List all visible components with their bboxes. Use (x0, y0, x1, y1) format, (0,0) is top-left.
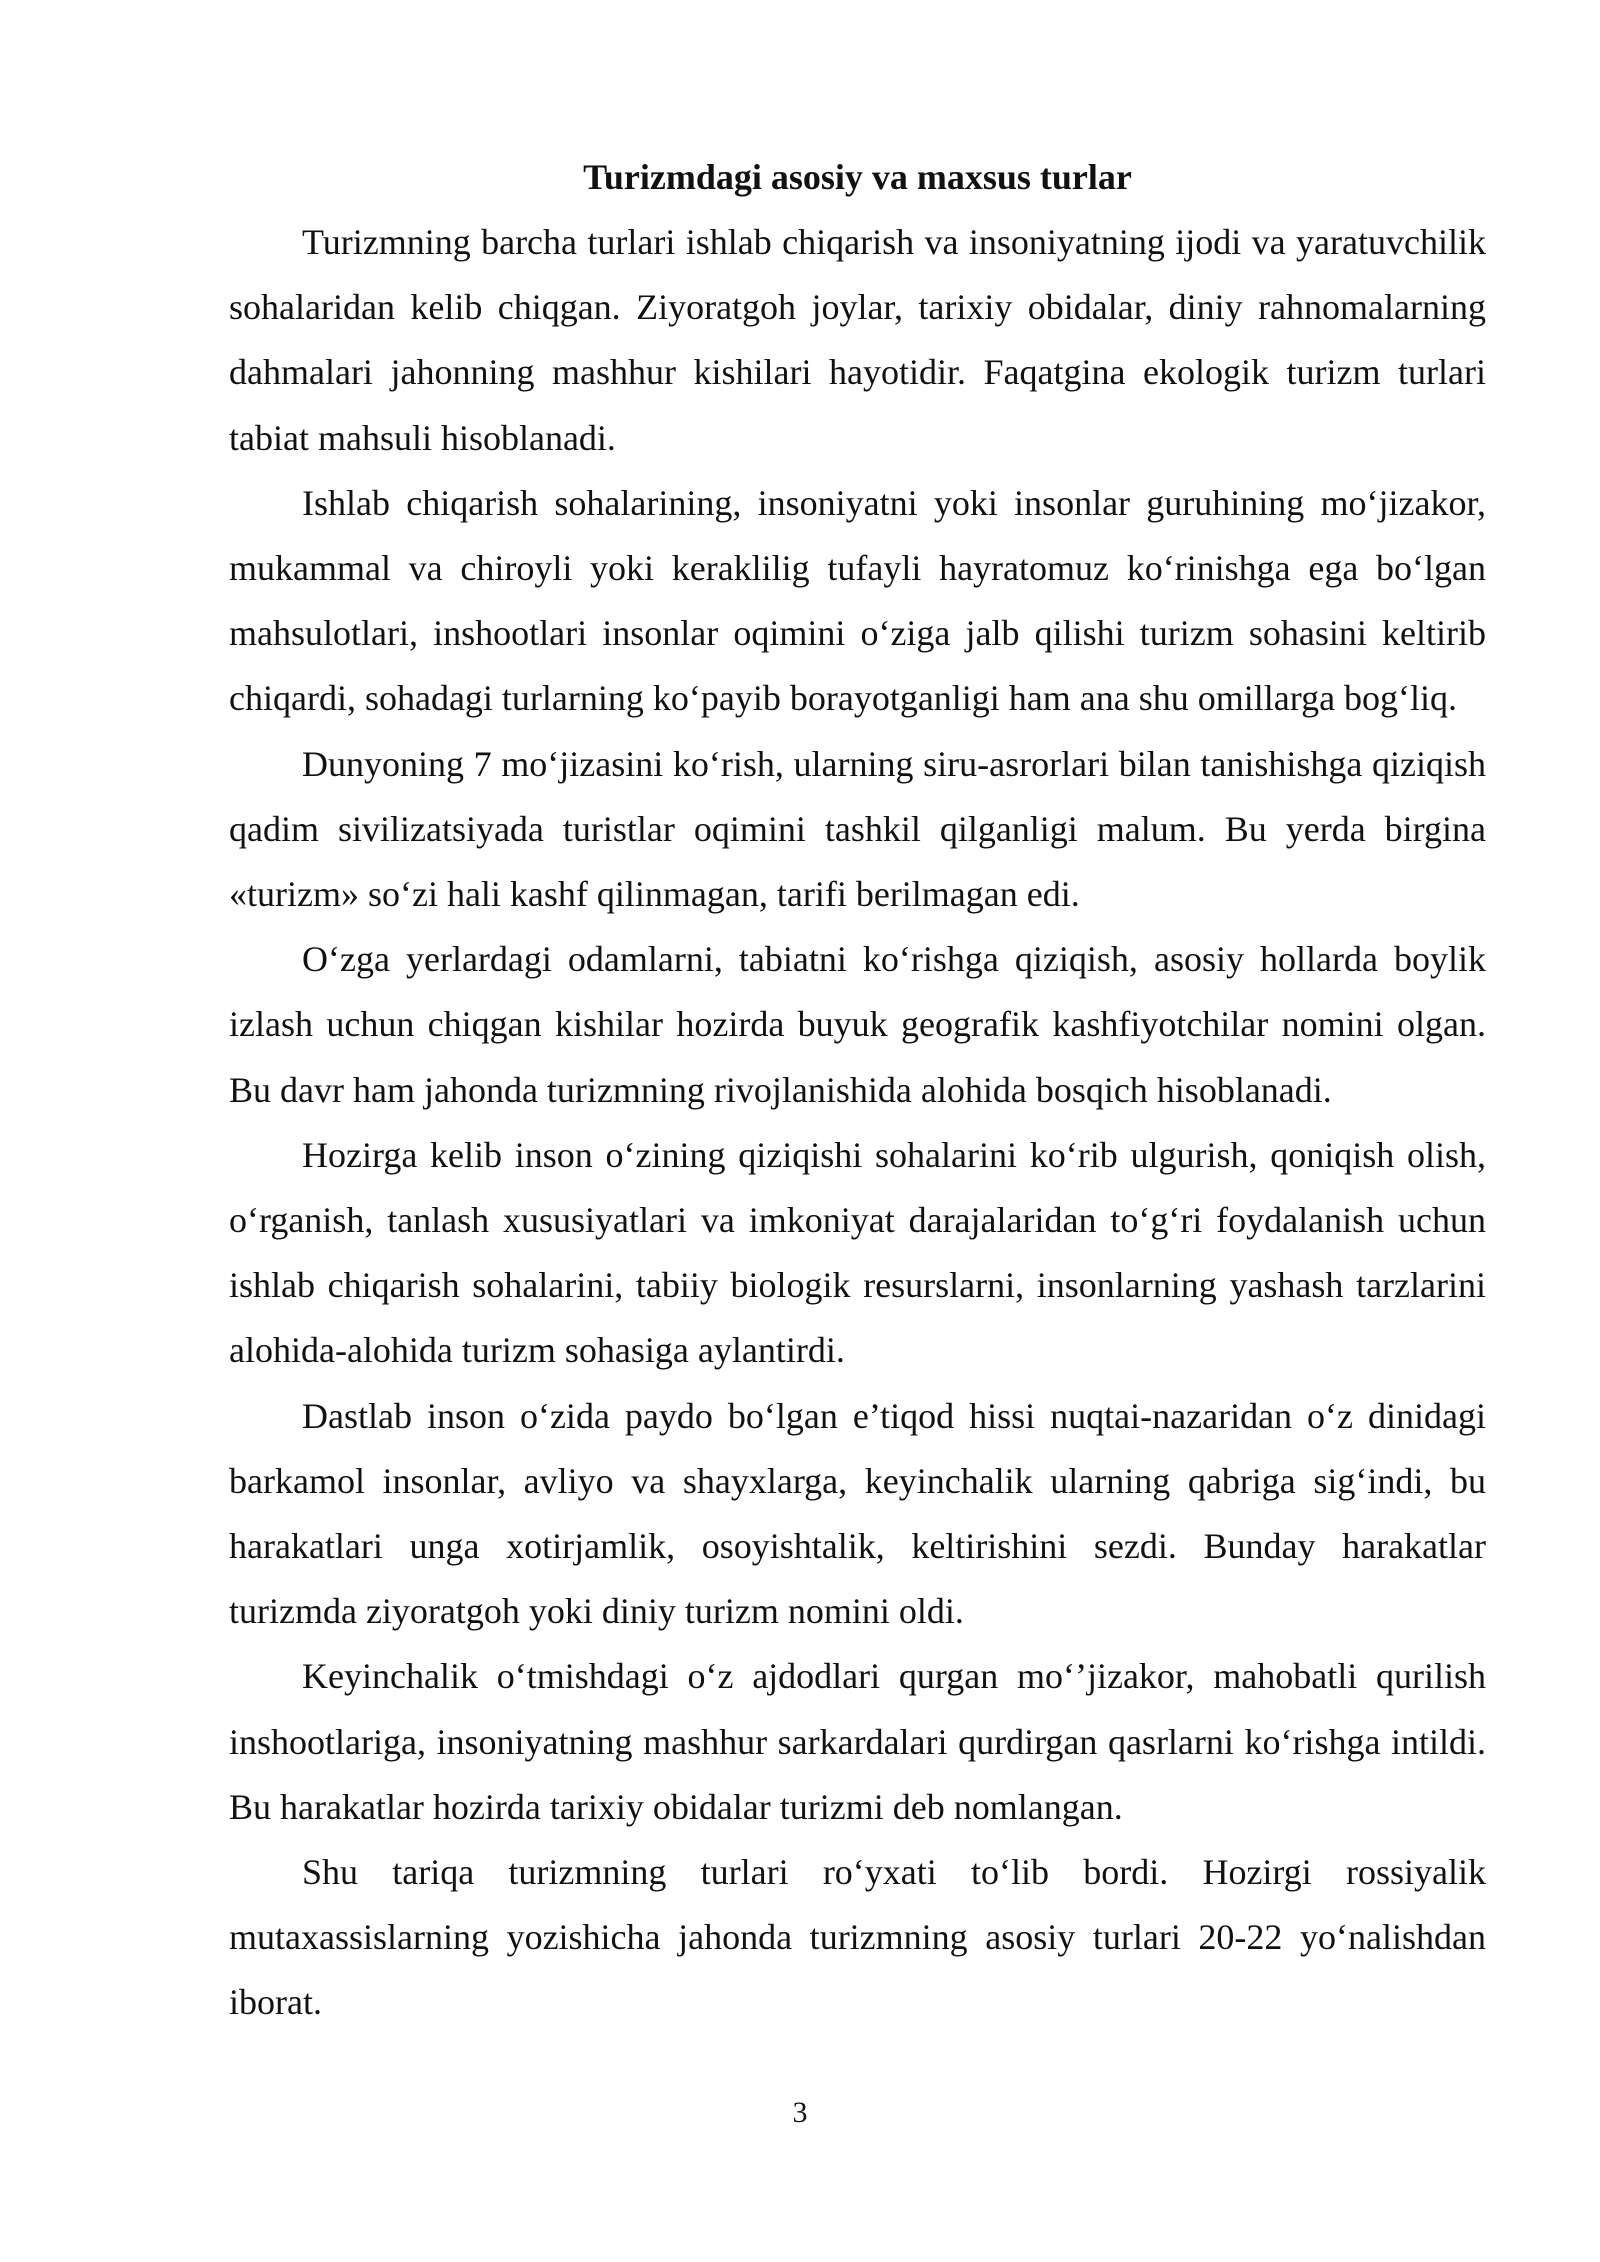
paragraph-5: Hozirga kelib inson o‘zining qiziqishi sohalarini ko‘rib ulgurish, qoniqish olish, o‘rganish, tanlash xususiyatlari va imkoniyat darajalaridan to‘g‘ri foydalanish uchun ishlab chiqarish sohalarini, tabiiy biologik resurslarni, insonlarning yashash tarzlarini alohida-alohida turizm sohasiga aylantirdi. (229, 1134, 1486, 1371)
section-title: Turizmdagi asosiy va maxsus turlar (583, 157, 1132, 197)
paragraph-6: Dastlab inson o‘zida paydo bo‘lgan e’tiqod hissi nuqtai-nazaridan o‘z dinidagi barkamol insonlar, avliyo va shayxlarga, keyinchalik ularning qabriga sig‘indi, bu harakatlari unga xotirjamlik, osoyishtalik, keltirishini sezdi. Bunday harakatlar turizmda ziyoratgoh yoki diniy turizm nomini oldi. (229, 1395, 1486, 1632)
paragraph-3: Dunyoning 7 mo‘jizasini ko‘rish, ularning siru-asrorlari bilan tanishishga qiziqish qadim sivilizatsiyada turistlar oqimini tashkil qilganligi malum. Bu yerda birgina «turizm» so‘zi hali kashf qilinmagan, tarifi berilmagan edi. (229, 743, 1486, 915)
paragraph-4: O‘zga yerlardagi odamlarni, tabiatni ko‘rishga qiziqish, asosiy hollarda boylik izlash uchun chiqgan kishilar hozirda buyuk geografik kashfiyotchilar nomini olgan. Bu davr ham jahonda turizmning rivojlanishida alohida bosqich hisoblanadi. (229, 939, 1486, 1110)
paragraph-7: Keyinchalik o‘tmishdagi o‘z ajdodlari qurgan mo‘’jizakor, mahobatli qurilish inshootlariga, insoniyatning mashhur sarkardalari qurdirgan qasrlarni ko‘rishga intildi. Bu harakatlar hozirda tarixiy obidalar turizmi deb nomlangan. (229, 1656, 1486, 1827)
paragraph-2: Ishlab chiqarish sohalarining, insoniyatni yoki insonlar guruhining mo‘jizakor, mukammal va chiroyli yoki keraklilig tufayli hayratomuz ko‘rinishga ega bo‘lgan mahsulotlari, inshootlari insonlar oqimini o‘ziga jalb qilishi turizm sohasini keltirib chiqardi, sohadagi turlarning ko‘payib borayotganligi ham ana shu omillarga bog‘liq. (229, 482, 1486, 719)
paragraph-8: Shu tariqa turizmning turlari ro‘yxati to‘lib bordi. Hozirgi rossiyalik mutaxassislarning yozishicha jahonda turizmning asosiy turlari 20-22 yo‘nalishdan iborat. (229, 1852, 1486, 2023)
page-number: 3 (792, 2096, 808, 2129)
paragraph-1: Turizmning barcha turlari ishlab chiqarish va insoniyatning ijodi va yaratuvchilik sohalaridan kelib chiqgan. Ziyoratgoh joylar, tarixiy obidalar, diniy rahnomalarning dahmalari jahonning mashhur kishilari hayotidir. Faqatgina ekologik turizm turlari tabiat mahsuli hisoblanadi. (229, 222, 1486, 458)
page-content (229, 145, 1486, 2036)
